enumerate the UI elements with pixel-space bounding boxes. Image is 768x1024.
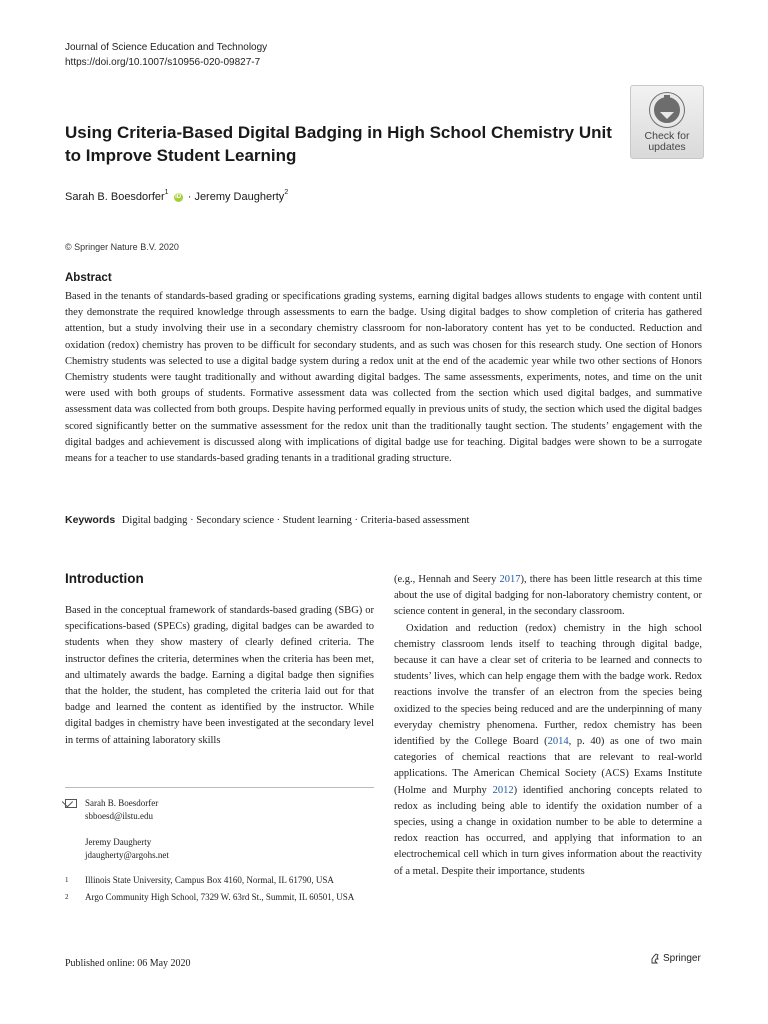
copyright-icon: © <box>65 242 72 252</box>
journal-name: Journal of Science Education and Technology <box>65 42 268 53</box>
author-name[interactable]: Sarah B. Boesdorfer <box>65 191 165 203</box>
keyword-item: Criteria-based assessment <box>360 515 470 526</box>
journal-header <box>65 40 267 70</box>
author-email[interactable]: sbboesd@ilstu.edu <box>85 811 154 821</box>
correspondence-block <box>65 797 374 904</box>
correspondence-author: Jeremy Daugherty <box>85 837 152 847</box>
envelope-icon <box>65 799 77 808</box>
affiliation-item: 2 Argo Community High School, 7329 W. 63rd St., Summit, IL 60501, USA <box>65 892 355 902</box>
keyword-item: Secondary science <box>196 515 275 526</box>
paper-title: Using Criteria-Based Digital Badging in High School Chemistry Unit to Improve Student Learning <box>65 123 612 165</box>
introduction-heading: Introduction <box>65 571 144 586</box>
publisher-logo <box>650 953 701 964</box>
abstract-heading: Abstract <box>65 272 112 284</box>
publisher-name: Springer <box>663 953 701 965</box>
keyword-separator: · <box>276 515 281 526</box>
copyright-line <box>65 242 179 252</box>
copyright-text: Springer Nature B.V. 2020 <box>74 242 179 252</box>
intro-left-column <box>65 603 374 749</box>
author-separator: · <box>187 191 192 203</box>
keyword-separator: · <box>190 515 194 526</box>
doi-link[interactable]: https://doi.org/10.1007/s10956-020-09827-7 <box>65 57 261 68</box>
citation-link[interactable]: 2014 <box>547 736 569 748</box>
badge-label: Check for updates <box>644 130 690 153</box>
intro-paragraph: Based in the conceptual framework of standards-based grading (SBG) or specifications-based (SPECs) grading, digital badges can be awarded to students when they show mastery of clearly defined criteria. The instructor defines the criteria, determines when the criteria has been met, and ultimately awards the badge. Earning a digital badge then signifies that the holder, the student, has completed the criteria laid out for that badge and learned the content as identified by the instructor. While digital badges in chemistry have been investigated at the secondary level in terms of attaining laboratory skills <box>65 605 374 746</box>
affiliation-item: 1 Illinois State University, Campus Box 4160, Normal, IL 61790, USA <box>65 875 334 885</box>
intro-paragraph-continued: (e.g., Hennah and Seery 2017), there has been little research at this time about the use of digital badging for non-laboratory chemistry content, or science content in general, in the secondary classroom. <box>394 574 702 618</box>
crossmark-icon <box>649 92 685 128</box>
intro-paragraph: Oxidation and reduction (redox) chemistry in the high school chemistry classroom lends itself to teaching through digital badge, because it can have a clear set of criteria to be learned and connects to students’ lives, which can help engage them with the badge work. Redox reactions involve the transfer of an electron from the species being oxidized to the species being reduced and are the underpinning of many everyday chemistry phenomena. Further, redox chemistry has been identified by the College Board (2014, p. 40) as one of two main categories of chemical reactions that are relevant to real-world applications. The American Chemical Society (ACS) Exams Institute (Holme and Murphy 2012) identified anchoring concepts related to redox as including being able to identify the oxidation number of a species, using a change in oxidation number to be able to determine a redox reaction has occurred, and applying that information to an electrochemical cell which in turn gives information about the reactivity of a metal. Despite their importance, students <box>394 622 702 877</box>
author-affiliation-mark: 2 <box>284 189 289 196</box>
author-list <box>65 191 288 203</box>
citation-link[interactable]: 2012 <box>492 784 514 796</box>
keyword-separator: · <box>354 515 359 526</box>
keywords-line <box>65 514 469 526</box>
author-name[interactable]: Jeremy Daugherty <box>194 191 285 203</box>
correspondence-author: Sarah B. Boesdorfer <box>65 797 374 810</box>
keyword-item: Student learning <box>282 515 352 526</box>
citation-link[interactable]: 2017 <box>499 574 521 585</box>
keywords-label: Keywords <box>65 514 116 526</box>
author-affiliation-mark: 1 <box>164 189 169 196</box>
published-date: Published online: 06 May 2020 <box>65 958 191 969</box>
author-email[interactable]: jdaugherty@argohs.net <box>85 850 169 860</box>
orcid-icon[interactable]: iD <box>175 193 182 200</box>
footnote-divider <box>65 787 374 788</box>
springer-horse-icon <box>650 953 660 964</box>
check-for-updates-badge[interactable] <box>630 85 704 159</box>
intro-right-column <box>394 572 702 880</box>
keyword-item: Digital badging <box>121 515 188 526</box>
abstract-text: Based in the tenants of standards-based grading or specifications grading systems, earning digital badges allows students to engage with content until they demonstrate the required knowledge through assessments to earn the badge. Using digital badges to show completion of criteria has gathered attention, but a study involving their use in a secondary chemistry classroom for non-laboratory content has yet to be conducted. Reduction and oxidation (redox) chemistry has proven to be difficult for secondary students, and as such was chosen for this research study. One section of Honors Chemistry students was selected to use a digital badge system during a redox unit at the end of the academic year while two other sections of Honors Chemistry students were taught traditionally and without awarding digital badges. The same assessments, experiments, notes, and time on the unit were used with both groups of students. Formative assessment data was collected from the section which used digital badges, and summative assessment data was collected from both groups. Despite having performed equally in previous units of study, the section which used the digital badges scored significantly better on the summative assessment for the redox unit than the traditionally taught section. The students’ engagement with the digital badges and achievement is discussed along with implications of digital badge use for teaching. Digital badges were shown to be a surrogate means for a teacher to use standards-based grading tenants in a traditional grading structure. <box>65 291 702 465</box>
